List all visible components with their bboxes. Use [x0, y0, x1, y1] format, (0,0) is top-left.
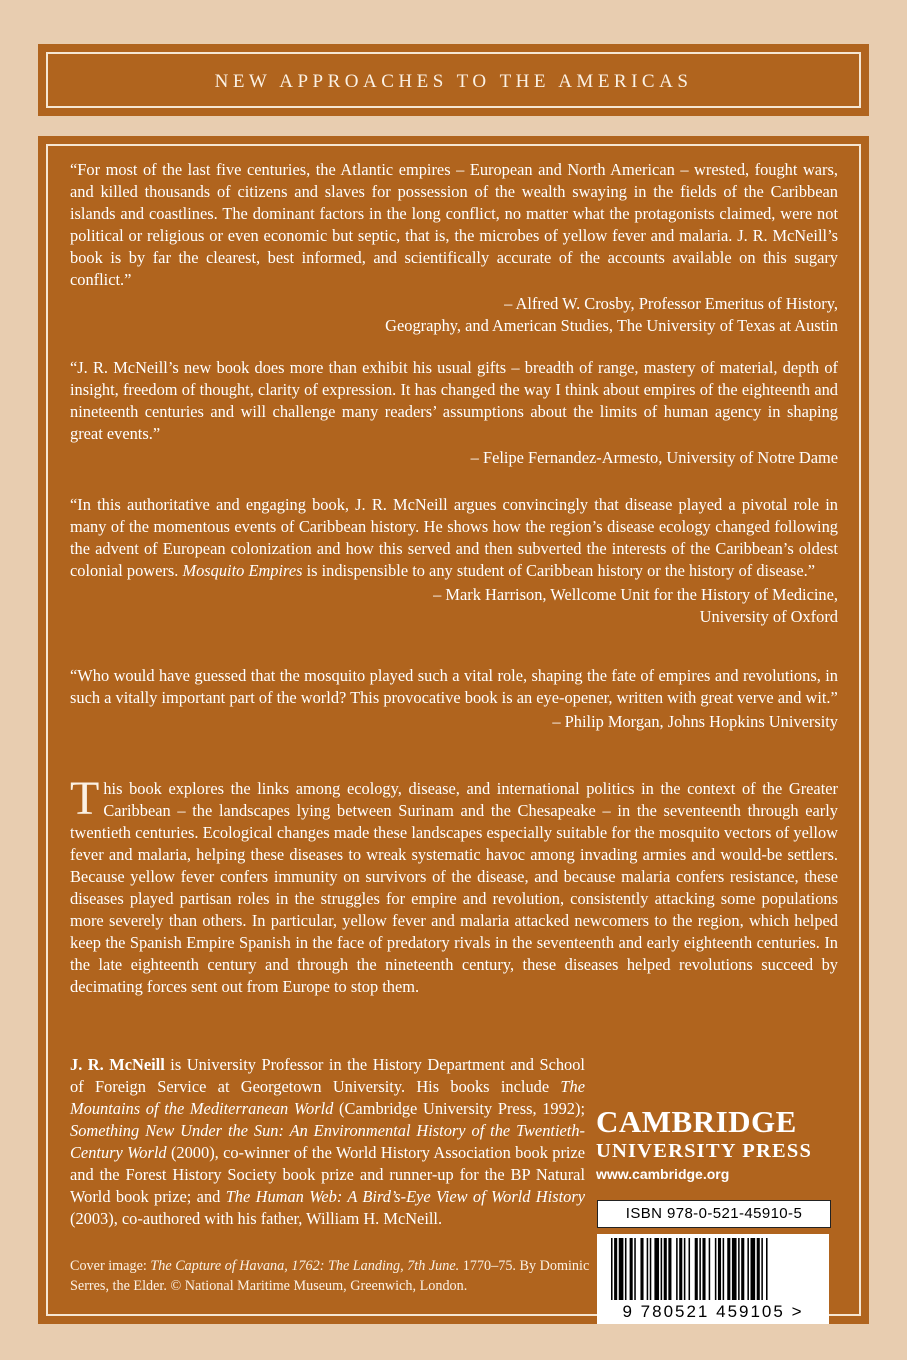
barcode-bar: [676, 1238, 678, 1300]
barcode-bar: [650, 1238, 652, 1300]
barcode-bar: [715, 1238, 717, 1300]
isbn-label: ISBN 978-0-521-45910-5: [625, 1205, 803, 1222]
bio-text: [70, 1054, 585, 1230]
barcode-bar: [761, 1238, 763, 1300]
author-name: J. R. McNeill: [70, 1055, 165, 1074]
review-quote-4: [70, 665, 838, 733]
book-title: Mosquito Empires: [182, 561, 303, 580]
quote-text: [70, 494, 838, 582]
cover-image-credit: [70, 1256, 590, 1296]
review-quote-2: [70, 357, 838, 469]
series-banner-frame: [46, 52, 861, 108]
barcode-bar: [689, 1238, 691, 1300]
artwork-title: The Capture of Havana, 1762: The Landing, 7th June.: [150, 1258, 460, 1274]
quote-attribution: – Felipe Fernandez-Armesto, University of Notre Dame: [470, 448, 838, 467]
barcode-bar: [664, 1238, 667, 1300]
bio-part: (Cambridge University Press, 1992);: [333, 1099, 586, 1118]
quote-attribution: [70, 584, 838, 628]
barcode-bar: [699, 1238, 701, 1300]
attribution-line: University of Oxford: [699, 607, 838, 626]
publisher-subtitle: UNIVERSITY PRESS: [596, 1140, 813, 1162]
barcode-bars: [611, 1238, 815, 1300]
publisher-logo: [596, 1106, 836, 1182]
barcode-bar: [625, 1238, 627, 1300]
barcode-bar: [684, 1238, 686, 1300]
book-title: The Human Web: A Bird’s-Eye View of World History: [225, 1187, 585, 1206]
drop-cap: T: [70, 772, 100, 825]
barcode-bar: [695, 1238, 698, 1300]
bio-part: (2000), co-winner of the World History Association book prize and the Forest History Society book prize and runner-up for the BP Natural World book prize; and: [70, 1143, 586, 1206]
barcode-bar: [668, 1238, 671, 1300]
publisher-name: CAMBRIDGE: [596, 1104, 797, 1139]
barcode-bar: [661, 1238, 663, 1300]
attribution-line: – Mark Harrison, Wellcome Unit for the History of Medicine,: [433, 585, 838, 604]
barcode-bar: [679, 1238, 682, 1300]
quote-attribution: [70, 293, 838, 337]
barcode-bar: [718, 1238, 721, 1300]
credit-label: Cover image:: [70, 1258, 151, 1274]
credit-rest: 1770–75. By Dominic Serres, the Elder. © National Maritime Museum, Greenwich, London.: [70, 1258, 590, 1294]
description-body: his book explores the links among ecology, disease, and international politics in the context of the Greater Caribbean – the landscapes lying between Surinam and the Chesapeake – in the seventeenth through early twentieth centuries. Ecological changes made these landscapes especially suitable for the mosquito vectors of yellow fever and malaria, helping these diseases to wreak systematic havoc among invading armies and would-be settlers. Because yellow fever confers immunity on survivors of the disease, and because malaria confers resistance, these diseases played partisan roles in the struggles for empire and revolution, consistently attacking some populations more severely than others. In particular, yellow fever and malaria attacked newcomers to the region, which helped keep the Spanish Empire Spanish in the face of predatory rivals in the seventeenth and early eighteenth centuries. In the late eighteenth century and through the nineteenth century, these diseases helped revolutions succeed by decimating forces sent out from Europe to stop them.: [70, 779, 838, 996]
barcode-bar: [702, 1238, 705, 1300]
bio-part: is University Professor in the History Department and School of Foreign Service at Georgetown University. His books include: [70, 1055, 585, 1096]
description-text: [70, 772, 838, 998]
quote-text: “J. R. McNeill’s new book does more than exhibit his usual gifts – breadth of range, mastery of material, depth of insight, freedom of thought, clarity of expression. It has changed the way I think about empires of the eighteenth and nineteenth centuries and will challenge many readers’ assumptions about the limits of human agency in shaping great events.”: [70, 358, 838, 443]
quote-text: “For most of the last five centuries, the Atlantic empires – European and North American – wrested, fought wars, and killed thousands of citizens and slaves for possession of the wealth swaying in the fields of the Caribbean islands and coastlines. The dominant factors in the long conflict, no matter what the protagonists claimed, were not political or religious or even economic but septic, that is, the microbes of yellow fever and malaria. J. R. McNeill’s book is by far the clearest, best informed, and scientifically accurate of the accounts available on this sugary conflict.”: [70, 160, 838, 289]
barcode-bar: [732, 1238, 737, 1300]
review-quote-3: [70, 494, 838, 628]
series-title: NEW APPROACHES TO THE AMERICAS: [214, 71, 693, 92]
barcode-bar: [640, 1238, 643, 1300]
quote-text-part: “In this authoritative and engaging book, J. R. McNeill argues convincingly that disease played a pivotal role in many of the momentous events of Caribbean history. He shows how the region’s disease ecology changed following the advent of European colonization and how this served and then subverted the interests of the Caribbean’s oldest colonial powers.: [70, 495, 838, 580]
quote-attribution: – Philip Morgan, Johns Hopkins University: [552, 712, 838, 731]
book-description: [70, 772, 838, 998]
attribution-line: – Alfred W. Crosby, Professor Emeritus of History,: [504, 294, 838, 313]
barcode-bar: [766, 1238, 768, 1300]
barcode-bar: [741, 1238, 744, 1300]
attribution-line: Geography, and American Studies, The University of Texas at Austin: [385, 316, 838, 335]
barcode-bar: [611, 1238, 613, 1300]
barcode-number: 9 780521 459105 >: [622, 1302, 804, 1321]
barcode: [597, 1234, 829, 1324]
series-banner: [38, 44, 869, 116]
quote-text: “Who would have guessed that the mosquito played such a vital role, shaping the fate of empires and revolutions, in such a vitally important part of the world? This provocative book is an eye-opener, written with great verve and wit.”: [70, 666, 838, 707]
review-quote-1: [70, 159, 838, 337]
book-title: Something New Under the Sun: An Environmental History of the Twentieth-Century World: [70, 1121, 585, 1162]
barcode-bar: [634, 1238, 636, 1300]
barcode-bar: [751, 1238, 756, 1300]
barcode-bar: [614, 1238, 617, 1300]
barcode-bar: [738, 1238, 740, 1300]
book-title: The Mountains of the Mediterranean World: [70, 1077, 585, 1118]
barcode-bar: [747, 1238, 749, 1300]
barcode-bar: [619, 1238, 624, 1300]
barcode-bar: [647, 1238, 649, 1300]
quote-text-part: is indispensible to any student of Caribbean history or the history of disease.”: [302, 561, 816, 580]
barcode-bar: [723, 1238, 725, 1300]
barcode-bar: [654, 1238, 659, 1300]
bio-part: (2003), co-authored with his father, William H. McNeill.: [70, 1209, 443, 1228]
barcode-bar: [757, 1238, 760, 1300]
isbn-box: [597, 1200, 831, 1228]
barcode-bar: [709, 1238, 711, 1300]
barcode-bar: [727, 1238, 730, 1300]
publisher-url: www.cambridge.org: [596, 1166, 730, 1182]
barcode-bar: [630, 1238, 633, 1300]
